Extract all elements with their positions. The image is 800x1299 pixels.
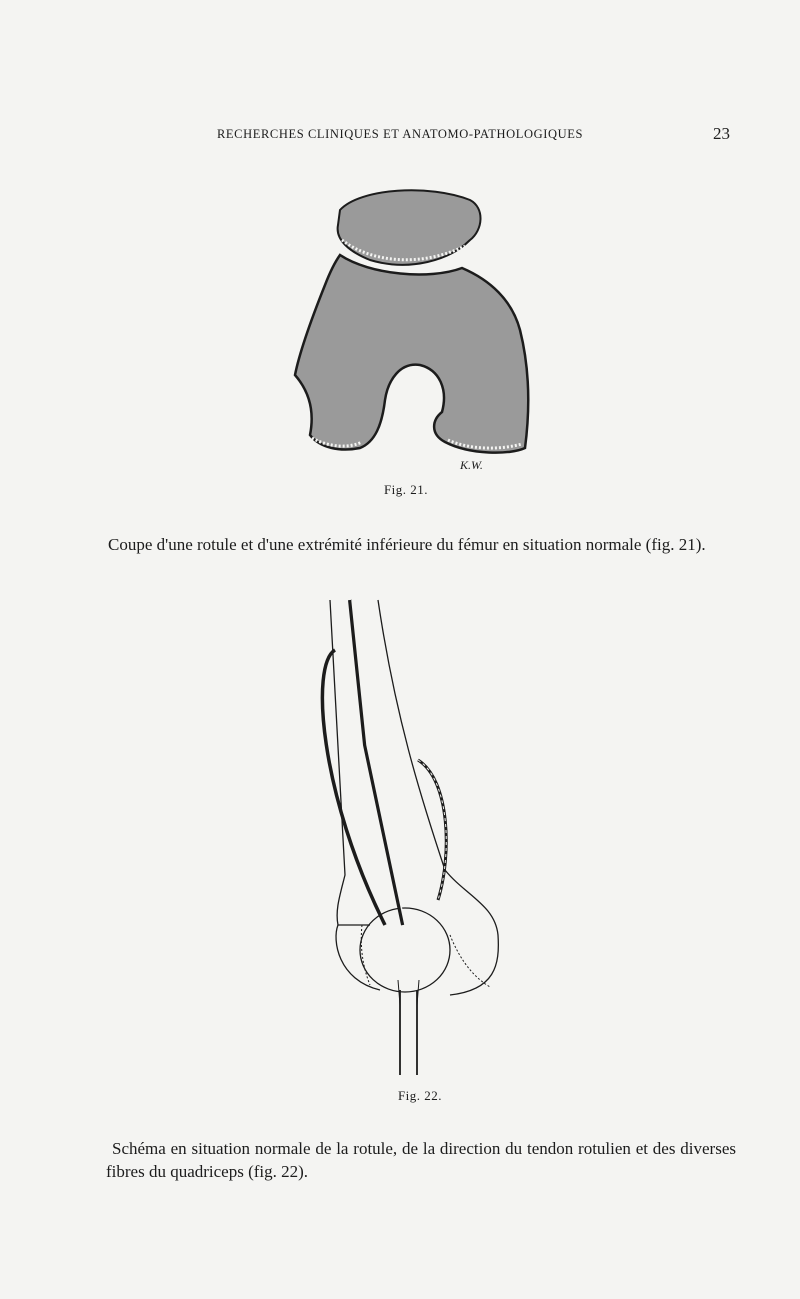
femur-section (295, 255, 528, 453)
patella-section (338, 190, 481, 265)
running-title: RECHERCHES CLINIQUES ET ANATOMO-PATHOLOGIQUES (216, 127, 584, 141)
patella-schematic (360, 908, 450, 992)
figure-21-label: Fig. 21. (383, 482, 429, 497)
patellar-tendon (400, 990, 417, 1075)
figure-21-signature: K.W. (460, 458, 483, 472)
page-number: 23 (713, 124, 730, 143)
figure-22-illustration (300, 595, 510, 1085)
figure-22-label: Fig. 22. (397, 1088, 443, 1103)
figure-21-legend: Coupe d'une rotule et d'une extrémité inférieure du fémur en situation normale (fig. 21). (108, 535, 706, 554)
figure-21-illustration (280, 180, 540, 470)
figure-22-legend: Schéma en situation normale de la rotule, de la direction du tendon rotulien et des diverses fibres du quadriceps (fig. 22). (106, 1139, 736, 1181)
